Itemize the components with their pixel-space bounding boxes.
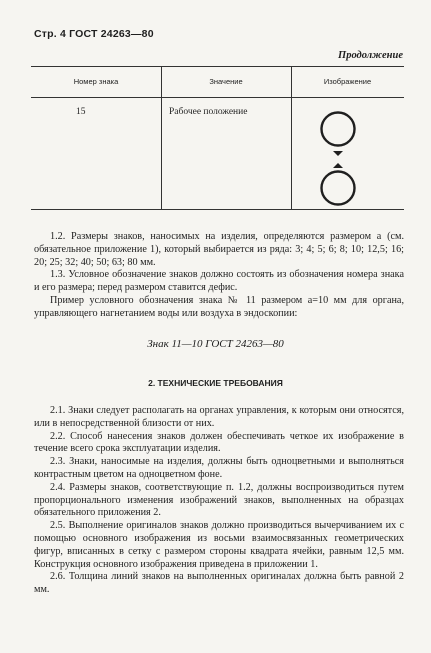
table-cell-meaning: Рабочее положение — [169, 107, 248, 117]
paragraph-example-intro: Пример условного обозначения знака № 11 размером a=10 мм для органа, управляющего нагнетанием воды или воздуха в эндоскопии: — [34, 294, 404, 319]
paragraph-1-2: 1.2. Размеры знаков, наносимых на изделия, определяются размером a (см. обязательное приложение 1), который выбирается из ряда: 3; 4; 5; 6; 8; 10; 12,5; 16; 20; 25; 32; 40; 50; 63; 80 мм. — [34, 231, 404, 268]
continuation-label: Продолжение — [338, 50, 403, 61]
table-column-divider — [291, 67, 292, 209]
paragraph-2-2: 2.2. Способ нанесения знаков должен обеспечивать четкое их изображение в течение всего срока эксплуатации изделия. — [34, 430, 404, 455]
paragraph-2-4: 2.4. Размеры знаков, соответствующие п. 1.2, должны воспроизводиться путем пропорционального изменения изображений знаков, выполненных на образцах обязательного приложения 2. — [34, 481, 404, 519]
example-designation: Знак 11—10 ГОСТ 24263—80 — [147, 338, 284, 350]
table-header-image: Изображение — [323, 77, 372, 86]
section-title: 2. ТЕХНИЧЕСКИЕ ТРЕБОВАНИЯ — [148, 378, 283, 388]
paragraph-1-3: 1.3. Условное обозначение знаков должно состоять из обозначения номера знака и его размера; перед размером ставится дефис. — [34, 269, 404, 294]
table-header-number: Номер знака — [73, 77, 119, 86]
table-cell-number: 15 — [76, 107, 86, 117]
paragraph-2-6: 2.6. Толщина линий знаков на выполненных оригиналах должна быть равной 2 мм. — [34, 571, 404, 596]
table-header-divider — [31, 97, 404, 98]
page-header: Стр. 4 ГОСТ 24263—80 — [34, 28, 154, 40]
paragraph-2-3: 2.3. Знаки, наносимые на изделия, должны быть одноцветными и выполняться контрастным цветом на одноцветном фоне. — [34, 456, 404, 480]
paragraph-2-1: 2.1. Знаки следует располагать на органах управления, к которым они относятся, или в непосредственной близости от них. — [34, 405, 404, 429]
lower-circle-icon — [322, 172, 355, 205]
working-position-symbol — [316, 110, 366, 208]
text-block-top — [34, 231, 404, 321]
down-triangle-icon — [333, 151, 343, 156]
table-header-meaning: Значение — [209, 77, 243, 86]
upper-circle-icon — [322, 113, 355, 146]
up-triangle-icon — [333, 163, 343, 168]
text-block-section-2 — [34, 405, 404, 597]
table-column-divider — [161, 67, 162, 209]
paragraph-2-5: 2.5. Выполнение оригиналов знаков должно производиться вычерчиванием их с помощью основного изображения из восьми взаимосвязанных геометрических фигур, вписанных в сетку с размером стороны квадрата ячейки, равным 12,5 мм. Конструкция основного изображения приведена в приложении 1. — [34, 520, 404, 570]
